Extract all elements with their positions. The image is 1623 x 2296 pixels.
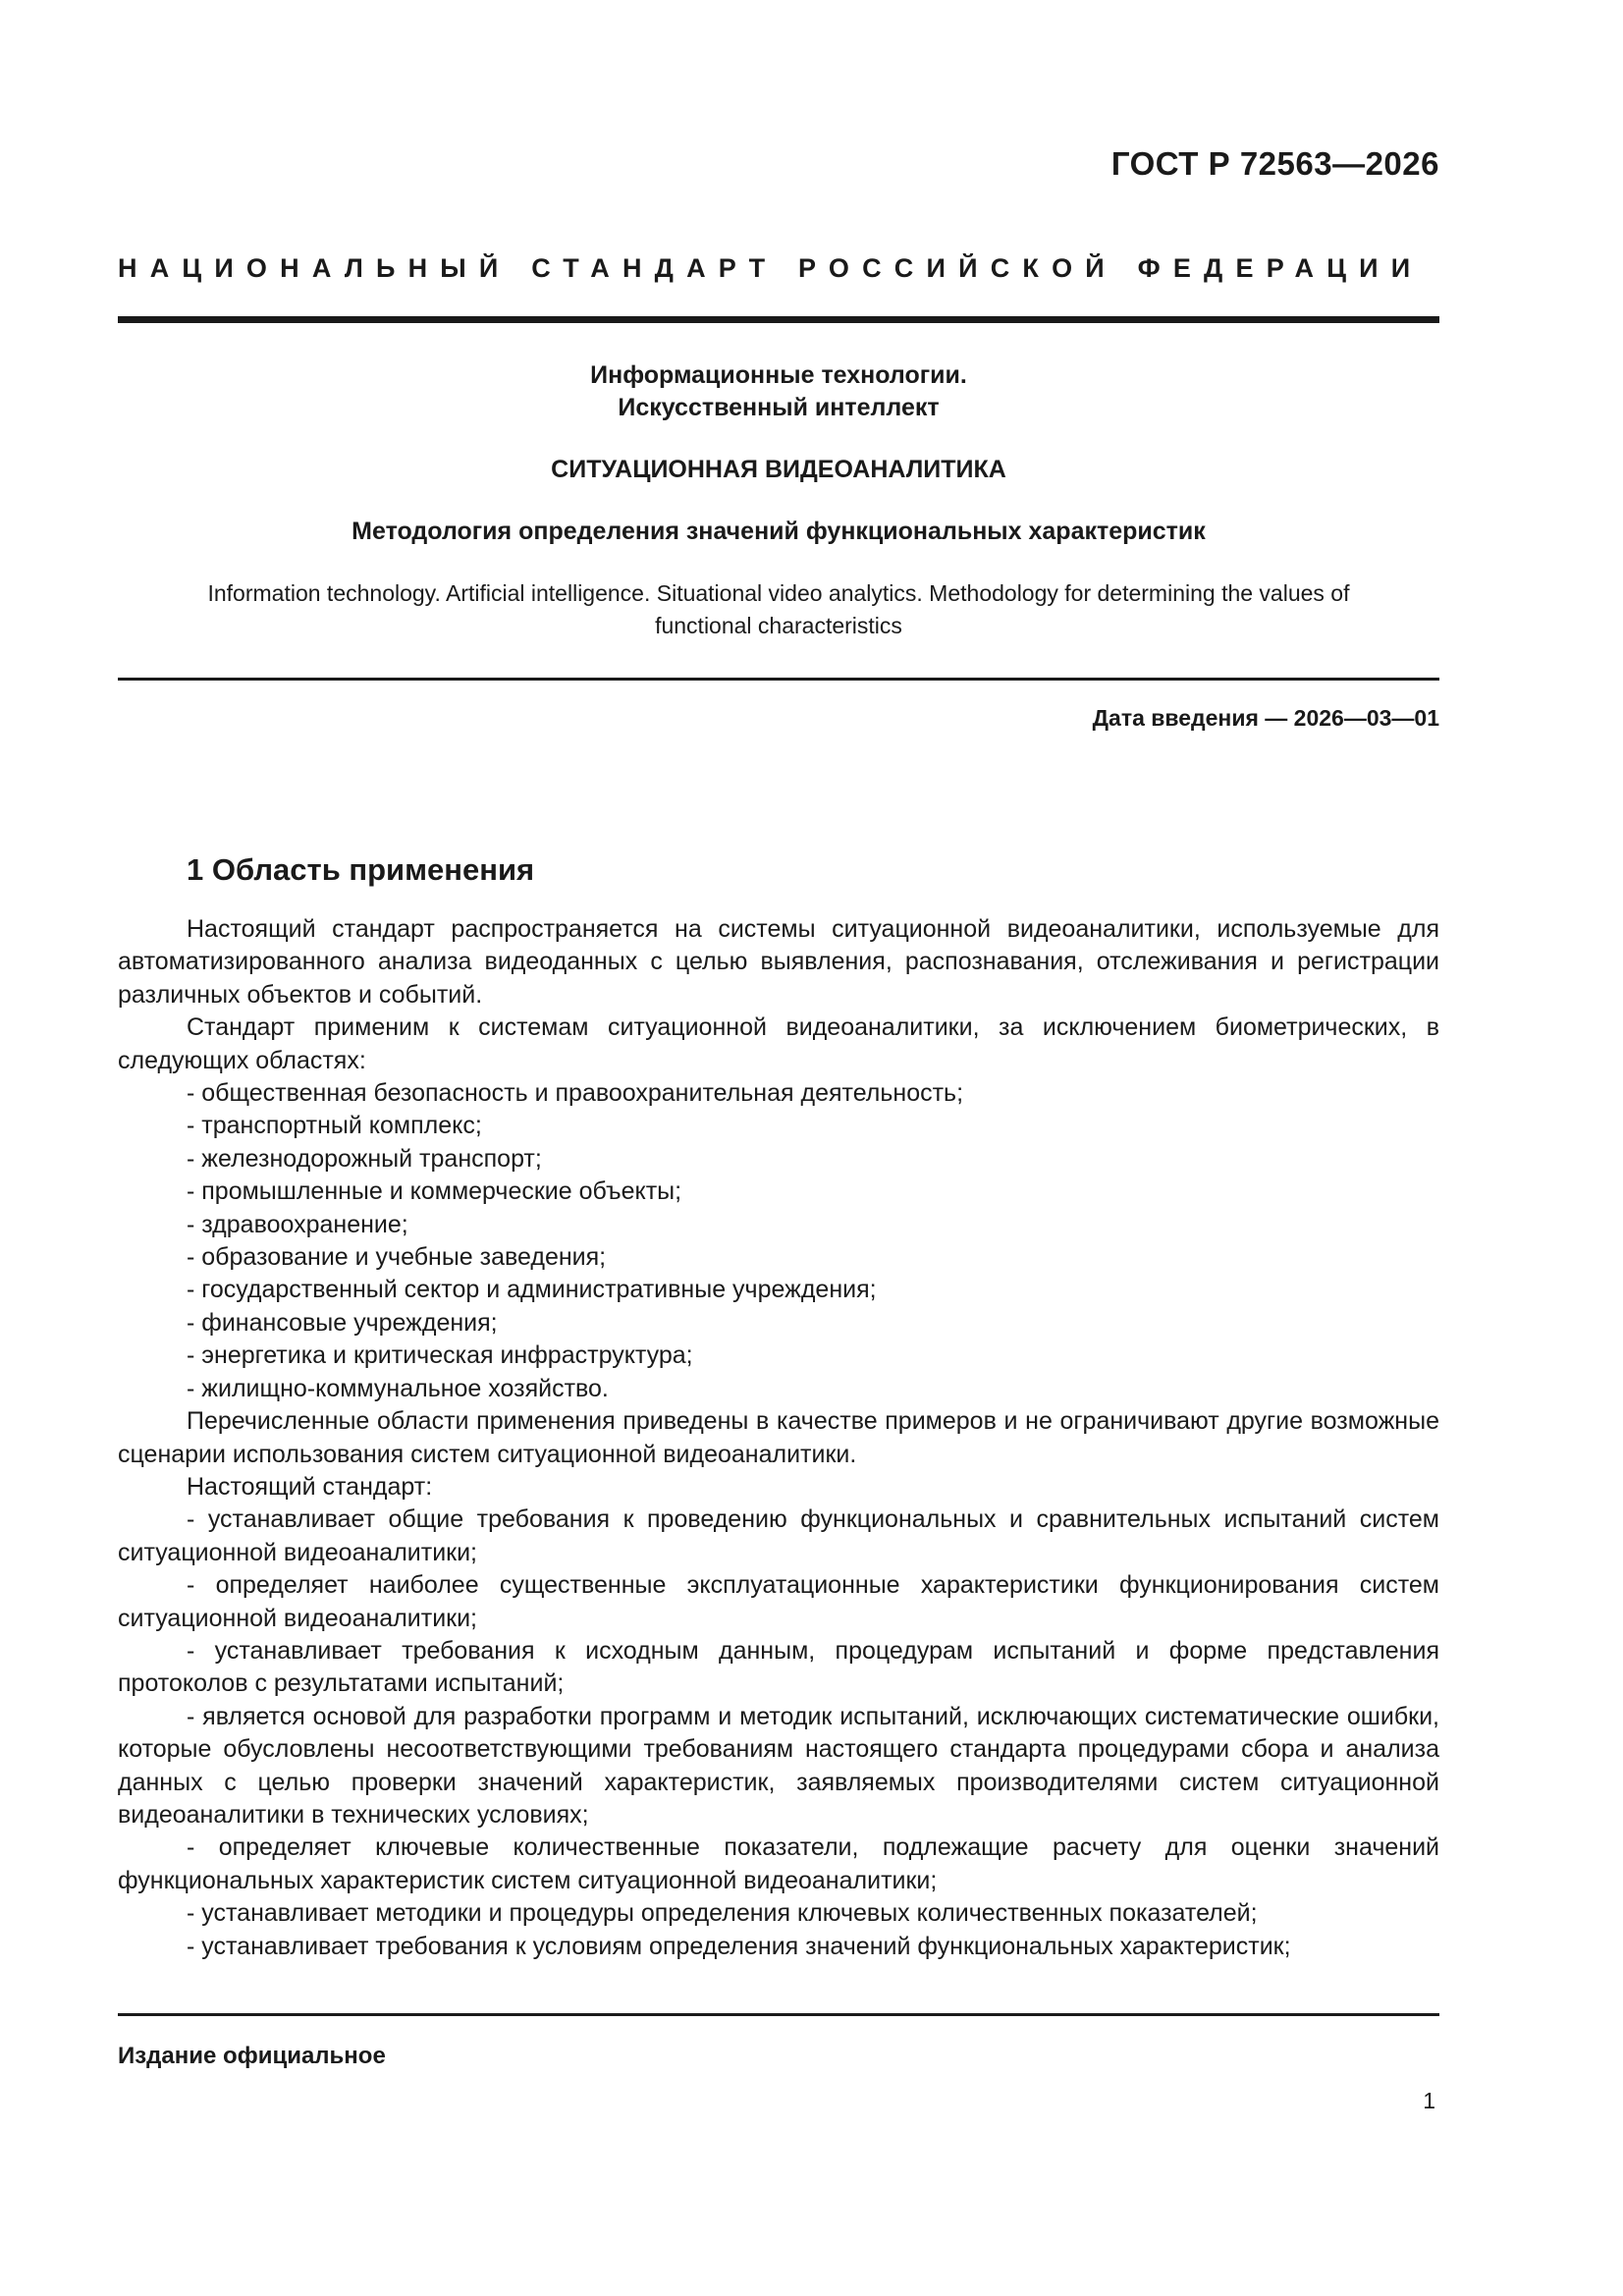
list-item: - общественная безопасность и правоохранительная деятельность; [187, 1079, 964, 1108]
subtitle: Методология определения значений функциональных характеристик [352, 518, 1206, 545]
document-page [118, 0, 1439, 2296]
duty-item: - устанавливает методики и процедуры определения ключевых количественных показателей; [187, 1899, 1258, 1928]
list-item: - образование и учебные заведения; [187, 1243, 607, 1272]
page-number: 1 [1423, 2088, 1435, 2113]
duty-item: - устанавливает общие требования к проведению функциональных и сравнительных испытаний систем ситуационной видеоаналитики; [118, 1505, 1439, 1566]
paragraph-standard-lead: Настоящий стандарт: [187, 1472, 433, 1501]
title-line-2: Искусственный интеллект [618, 394, 940, 421]
duty-item: - устанавливает требования к исходным данным, процедурам испытаний и форме представления протоколов с результатами испытаний; [118, 1636, 1439, 1698]
title-divider [118, 678, 1439, 681]
header-divider [118, 316, 1439, 323]
section-body [118, 913, 1439, 1963]
edition-label: Издание официальное [118, 2043, 386, 2069]
list-item: - жилищно-коммунальное хозяйство. [187, 1374, 609, 1402]
english-title: Information technology. Artificial intelligence. Situational video analytics. Methodology for determining the values of functional characteristics [207, 580, 1350, 638]
title-block [118, 359, 1439, 642]
title-line-1: Информационные технологии. [590, 361, 967, 389]
list-item: - транспортный комплекс; [187, 1112, 482, 1140]
paragraph-examples: Перечисленные области применения приведены в качестве примеров и не ограничивают другие возможные сценарии использования систем ситуационной видеоаналитики. [118, 1407, 1439, 1468]
duty-item: - устанавливает требования к условиям определения значений функциональных характеристик; [187, 1932, 1291, 1960]
list-item: - финансовые учреждения; [187, 1308, 498, 1337]
duty-item: - определяет наиболее существенные эксплуатационные характеристики функционирования систем ситуационной видеоаналитики; [118, 1571, 1439, 1632]
duty-item: - является основой для разработки программ и методик испытаний, исключающих систематические ошибки, которые обусловлены несоответствующими требованиям настоящего стандарта процедурами сбора и анализа данных с целью проверки значений характеристик, заявляемых производителями систем ситуационной видеоаналитики в технических условиях; [118, 1702, 1439, 1829]
section-heading: 1 Область применения [187, 852, 535, 887]
list-item: - энергетика и критическая инфраструктура; [187, 1341, 693, 1370]
list-item: - государственный сектор и административные учреждения; [187, 1276, 877, 1304]
paragraph-scope: Настоящий стандарт распространяется на системы ситуационной видеоаналитики, используемые для автоматизированного анализа видеоданных с целью выявления, распознавания, отслеживания и регистрации различных объектов и событий. [118, 915, 1439, 1009]
footer-divider [118, 2013, 1439, 2016]
introduction-date: Дата введения — 2026—03—01 [1092, 705, 1439, 731]
national-standard-title: НАЦИОНАЛЬНЫЙ СТАНДАРТ РОССИЙСКОЙ ФЕДЕРАЦИИ [118, 253, 1424, 283]
list-item: - здравоохранение; [187, 1210, 408, 1238]
areas-list [118, 1077, 1439, 1405]
duty-item: - определяет ключевые количественные показатели, подлежащие расчету для оценки значений функциональных характеристик систем ситуационной видеоаналитики; [118, 1833, 1439, 1894]
list-item: - железнодорожный транспорт; [187, 1144, 542, 1173]
main-title: СИТУАЦИОННАЯ ВИДЕОАНАЛИТИКА [551, 456, 1006, 483]
standard-number: ГОСТ Р 72563—2026 [1110, 145, 1439, 182]
paragraph-applicability: Стандарт применим к системам ситуационной видеоаналитики, за исключением биометрических, в следующих областях: [118, 1013, 1439, 1074]
list-item: - промышленные и коммерческие объекты; [187, 1177, 682, 1206]
